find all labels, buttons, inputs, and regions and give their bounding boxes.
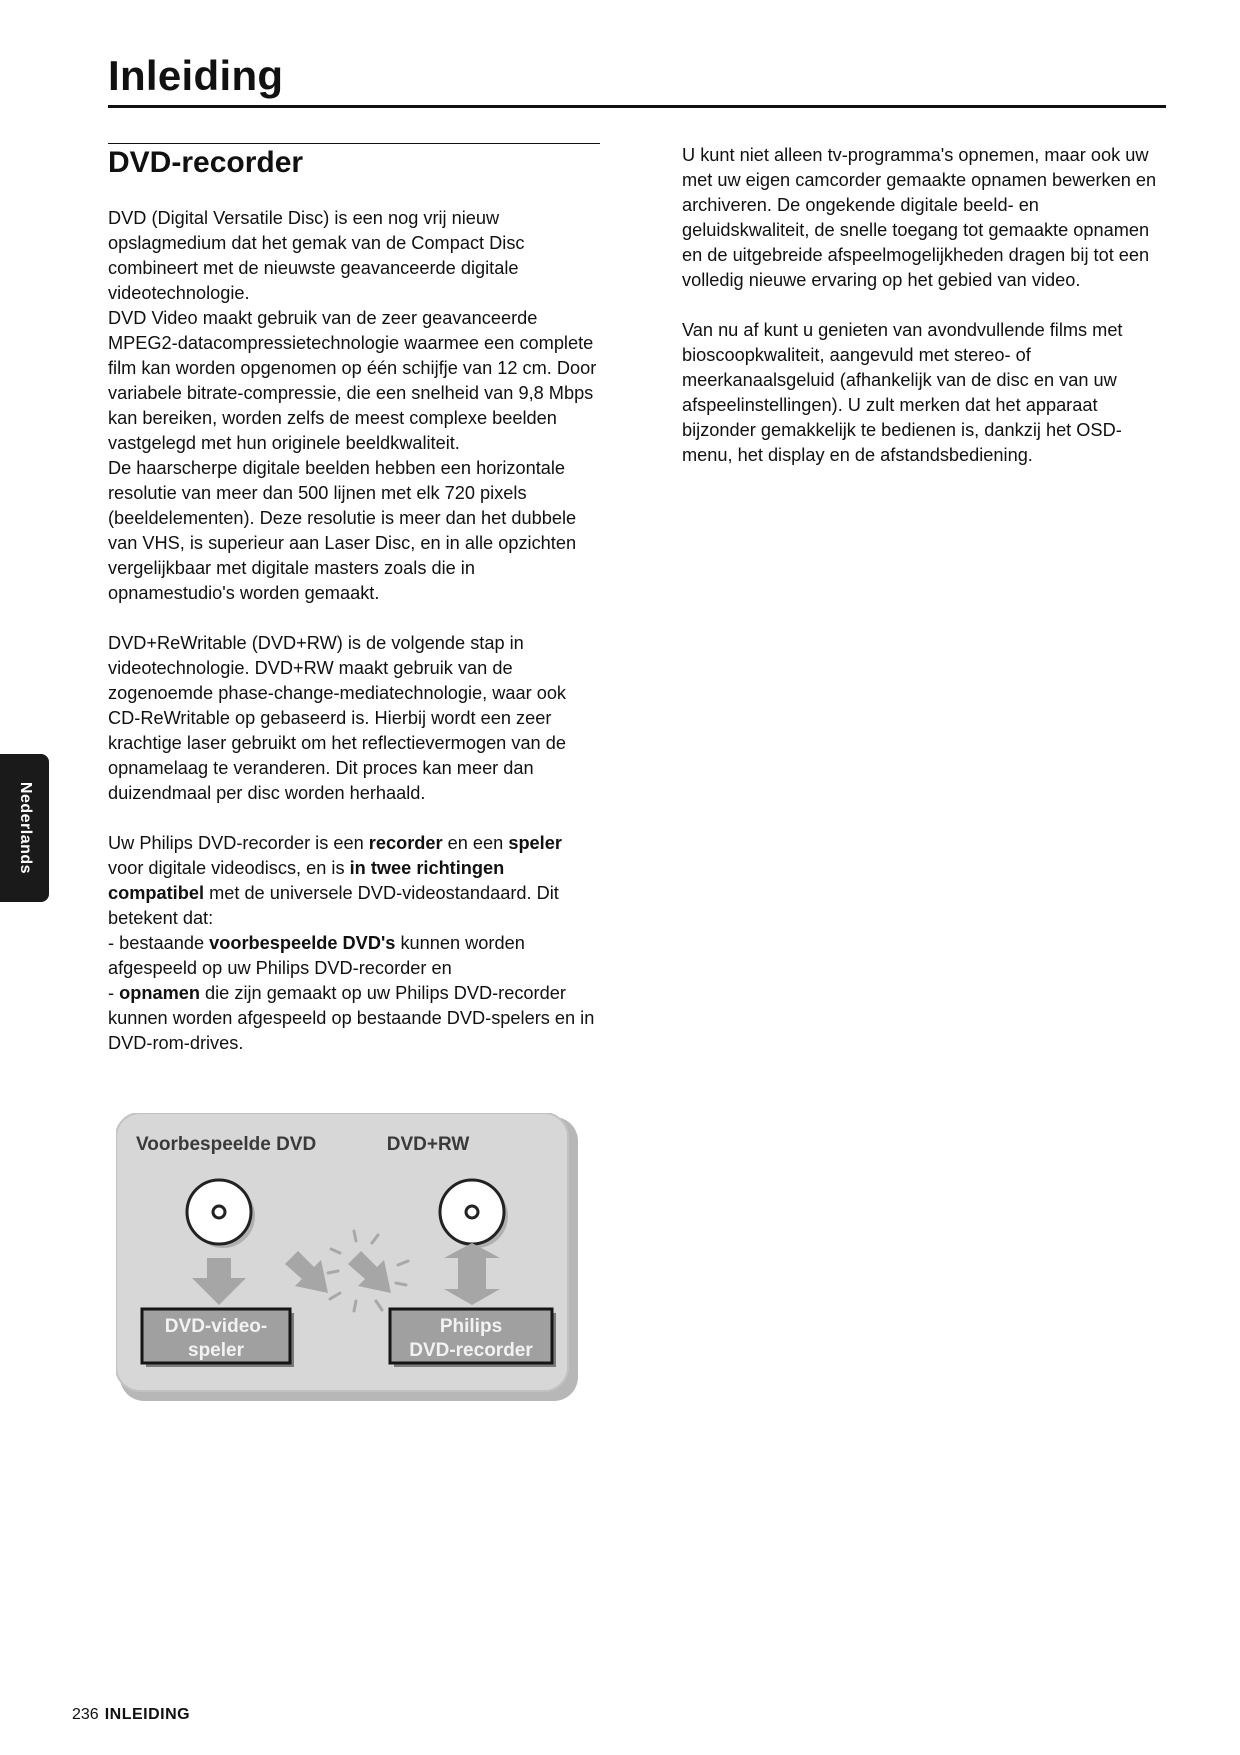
paragraph-resolution: De haarscherpe digitale beelden hebben een horizontale resolutie van meer dan 500 lijnen met elk 720 pixels (beeldelementen). Deze resolutie is meer dan het dubbele van VHS, is superieur aan Laser Disc, en in alle opzichten vergelijkbaar met digitale masters zoals die in opnamestudio's worden gemaakt. — [108, 458, 577, 603]
language-side-tab — [0, 754, 49, 902]
section-rule — [108, 143, 600, 144]
footer-section-name: INLEIDING — [104, 1706, 191, 1723]
language-side-tab-label: Nederlands — [16, 781, 34, 875]
compatibility-diagram — [116, 1113, 580, 1403]
box-philips-dvd-recorder-line1: Philips — [439, 1316, 503, 1337]
page-number: 236 — [72, 1706, 99, 1723]
label-dvd-rw: DVD+RW — [386, 1134, 470, 1155]
paragraph-intro: DVD (Digital Versatile Disc) is een nog vrij nieuw opslagmedium dat het gemak van de Compact Disc combineert met de nieuwste geavanceerde digitale videotechnologie. — [108, 208, 525, 303]
paragraph-dvd-video: DVD Video maakt gebruik van de zeer geavanceerde MPEG2-datacompressietechnologie waarmee een complete film kan worden opgenomen op één schijfje van 12 cm. Door variabele bitrate-compressie, die een snelheid van 9,8 Mbps kan bereiken, worden zelfs de meest complexe beelden vastgelegd met hun originele beeldkwaliteit. — [108, 308, 597, 453]
bullet-recordings: - opnamen die zijn gemaakt op uw Philips DVD-recorder kunnen worden afgespeeld op bestaande DVD-spelers en in DVD-rom-drives. — [108, 983, 595, 1053]
right-column — [682, 143, 1166, 468]
page-title: Inleiding — [108, 52, 284, 99]
box-dvd-video-player-line1: DVD-video- — [164, 1316, 268, 1337]
paragraph-compatibility: Uw Philips DVD-recorder is een recorder en een speler voor digitale videodiscs, en is in twee richtingen compatibel met de universele DVD-videostandaard. Dit betekent dat: — [108, 833, 562, 928]
paragraph-enjoy: Van nu af kunt u genieten van avondvullende films met bioscoopkwaliteit, aangevuld met stereo- of meerkanaalsgeluid (afhankelijk van de disc en van uw afspeelinstellingen). U zult merken dat het apparaat bijzonder gemakkelijk te bedienen is, dankzij het OSD-menu, het display en de afstandsbediening. — [682, 320, 1123, 465]
paragraph-recording: U kunt niet alleen tv-programma's opnemen, maar ook uw met uw eigen camcorder gemaakte opnamen bewerken en archiveren. De ongekende digitale beeld- en geluidskwaliteit, de snelle toegang tot gemaakte opnamen en de uitgebreide afspeelmogelijkheden dragen bij tot een volledig nieuwe ervaring op het gebied van video. — [682, 145, 1157, 290]
box-dvd-video-player — [142, 1309, 294, 1367]
page-footer — [72, 1706, 190, 1724]
section-title: DVD-recorder — [108, 146, 304, 179]
paragraph-dvd-rw: DVD+ReWritable (DVD+RW) is de volgende stap in videotechnologie. DVD+RW maakt gebruik van de zogenoemde phase-change-mediatechnologie, waar ook CD-ReWritable op gebaseerd is. Hierbij wordt een zeer krachtige laser gebruikt om het reflectievermogen van de opnamelaag te veranderen. Dit proces kan meer dan duizendmaal per disc worden herhaald. — [108, 633, 567, 803]
title-rule — [108, 105, 1166, 108]
box-dvd-video-player-line2: speler — [188, 1340, 244, 1361]
box-philips-dvd-recorder — [390, 1309, 556, 1367]
bullet-prerecorded: - bestaande voorbespeelde DVD's kunnen worden afgespeeld op uw Philips DVD-recorder en — [108, 933, 525, 978]
label-prerecorded-dvd: Voorbespeelde DVD — [136, 1134, 317, 1155]
box-philips-dvd-recorder-line2: DVD-recorder — [409, 1340, 533, 1361]
left-column — [108, 143, 600, 1056]
